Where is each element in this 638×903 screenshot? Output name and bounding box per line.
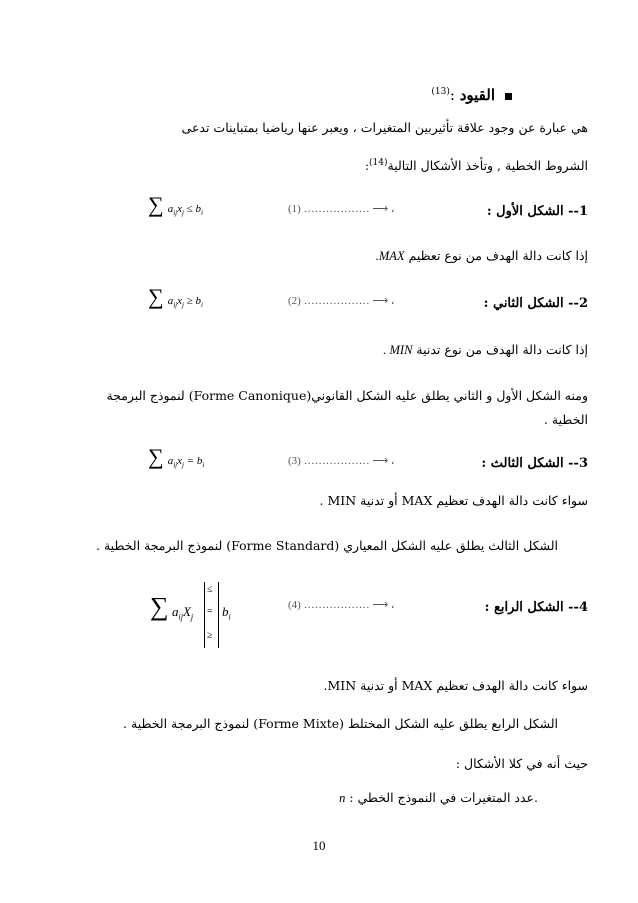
intro-line-2: الشروط الخطية , وتأخذ الأشكال التالية$^{(14)}$: bbox=[364, 158, 588, 174]
page-number: 10 bbox=[312, 838, 326, 853]
form-2-title: 2-- الشكل الثاني : bbox=[483, 296, 588, 311]
form-4-title: 4-- الشكل الرابع : bbox=[484, 600, 588, 615]
form-1-condition: إذا كانت دالة الهدف من نوع تعظيم MAX. bbox=[375, 248, 588, 263]
form-3-formula: ∑ $a_{ij}x_j = b_i$ bbox=[148, 444, 205, 470]
form-3-arrow: (3) ……………… ⟶ ، bbox=[288, 455, 395, 467]
form-4-formula: ∑ $a_{ij}X_j$ ≤ = ≥ $b_i$ bbox=[150, 582, 230, 652]
form-4-arrow: (4) ……………… ⟶ ، bbox=[288, 599, 395, 611]
form-1-title: 1-- الشكل الأول : bbox=[486, 204, 588, 219]
section-heading: القيود :$^{(13)}$ bbox=[431, 86, 512, 104]
canonical-line-2: الخطية . bbox=[543, 412, 588, 427]
form-2-arrow: (2) ……………… ⟶ ، bbox=[288, 295, 395, 307]
bullet-icon bbox=[505, 93, 512, 100]
n-definition: n : عدد المتغيرات في النموذج الخطي. bbox=[339, 790, 538, 805]
form-2-condition: إذا كانت دالة الهدف من نوع تدنية MIN . bbox=[383, 342, 588, 357]
form-3-condition: سواء كانت دالة الهدف تعظيم MAX أو تدنية MIN . bbox=[319, 493, 588, 508]
form-3-title: 3-- الشكل الثالث : bbox=[481, 456, 588, 471]
where-line: حيث أنه في كلا الأشكال : bbox=[455, 756, 588, 771]
form-2-formula: ∑ $a_{ij}x_j \ge b_i$ bbox=[148, 284, 203, 310]
form-1-arrow: (1) ……………… ⟶ ، bbox=[288, 203, 395, 215]
form-4-condition: سواء كانت دالة الهدف تعظيم MAX أو تدنية MIN. bbox=[323, 678, 588, 693]
canonical-line-1: ومنه الشكل الأول و الثاني يطلق عليه الشكل القانوني(Forme Canonique) لنموذج البرمجة bbox=[106, 388, 588, 403]
form-1-formula: ∑ $a_{ij}x_j \le b_i$ bbox=[148, 192, 203, 218]
form-3-standard-line: الشكل الثالث يطلق عليه الشكل المعياري (Forme Standard) لنموذج البرمجة الخطية . bbox=[96, 538, 558, 553]
intro-line-1: هي عبارة عن وجود علاقة تأثيربين المتغيرات ، ويعبر عنها رياضيا بمتباينات تدعى bbox=[181, 120, 588, 135]
form-4-mixed-line: الشكل الرابع يطلق عليه الشكل المختلط (Forme Mixte) لنموذج البرمجة الخطية . bbox=[123, 716, 558, 731]
